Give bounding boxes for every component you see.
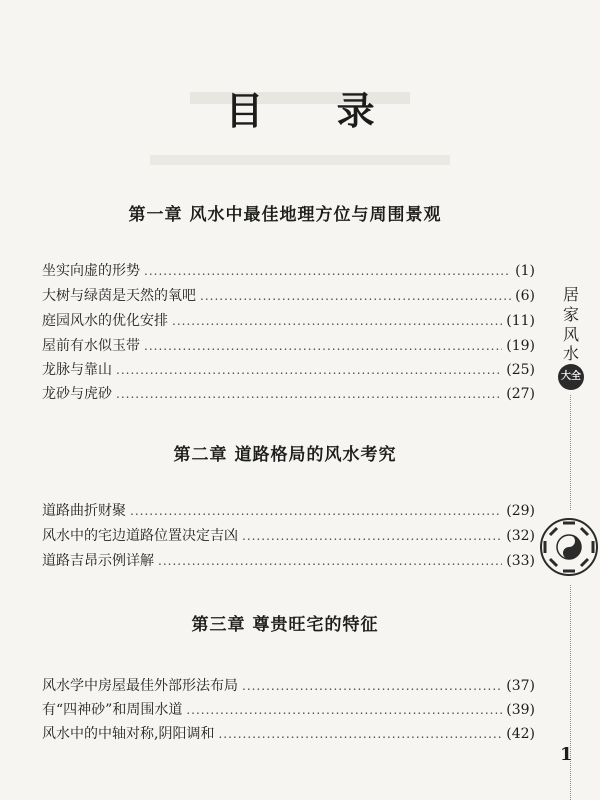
toc-entry[interactable] [42,359,535,381]
toc-entry[interactable] [42,550,535,572]
margin-book-title-char: 居 [562,285,579,304]
dot-leader [218,727,502,741]
chapter-heading: 第一章 风水中最佳地理方位与周围景观 [128,205,442,225]
toc-entry[interactable] [42,675,535,697]
entry-title: 风水中的中轴对称,阴阳调和 [42,726,215,742]
margin-divider-line [570,395,571,510]
entry-title: 庭园风水的优化安排 [42,313,168,329]
margin-seal: 大全 [558,364,584,390]
entry-page: (33) [506,553,535,569]
dot-leader [144,339,502,353]
toc-entry[interactable] [42,285,535,307]
page-number: 1 [560,744,573,765]
toc-entry[interactable] [42,723,535,745]
bagua-taiji-icon [538,516,600,578]
dot-leader [130,504,502,518]
margin-book-title-char: 水 [562,344,579,363]
entry-page: (6) [515,288,535,304]
entry-title: 龙砂与虎砂 [42,386,112,402]
margin-book-title-char: 风 [562,325,579,344]
dot-leader [158,554,502,568]
page-title: 目 录 [225,88,405,133]
entry-page: (29) [506,503,535,519]
entry-page: (11) [506,313,535,329]
bleed-through-shade [150,155,450,165]
dot-leader [200,289,511,303]
entry-title: 坐实向虚的形势 [42,263,140,279]
entry-page: (25) [506,362,535,378]
entry-page: (42) [506,726,535,742]
entry-page: (32) [506,528,535,544]
entry-page: (19) [506,338,535,354]
entry-title: 屋前有水似玉带 [42,338,140,354]
dot-leader [172,314,502,328]
entry-page: (27) [506,386,535,402]
chapter-heading: 第三章 尊贵旺宅的特征 [191,615,379,635]
entry-title: 风水中的宅边道路位置决定吉凶 [42,528,238,544]
entry-title: 风水学中房屋最佳外部形法布局 [42,678,238,694]
entry-page: (1) [515,263,535,279]
entry-title: 龙脉与靠山 [42,362,112,378]
toc-entry[interactable] [42,260,535,282]
margin-book-title-char: 家 [562,305,579,324]
entry-title: 道路吉昂示例详解 [42,553,154,569]
toc-entry[interactable] [42,500,535,522]
toc-entry[interactable] [42,525,535,547]
entry-title: 大树与绿茵是天然的氧吧 [42,288,196,304]
dot-leader [116,387,502,401]
dot-leader [186,703,502,717]
toc-entry[interactable] [42,335,535,357]
margin-divider-line [570,585,571,800]
entry-title: 道路曲折财聚 [42,503,126,519]
toc-entry[interactable] [42,383,535,405]
entry-page: (37) [506,678,535,694]
dot-leader [144,264,511,278]
entry-title: 有“四神砂”和周围水道 [42,702,183,718]
toc-entry[interactable] [42,310,535,332]
dot-leader [116,363,502,377]
entry-page: (39) [506,702,535,718]
dot-leader [242,529,502,543]
chapter-heading: 第二章 道路格局的风水考究 [173,445,397,465]
toc-entry[interactable] [42,699,535,721]
dot-leader [242,679,502,693]
